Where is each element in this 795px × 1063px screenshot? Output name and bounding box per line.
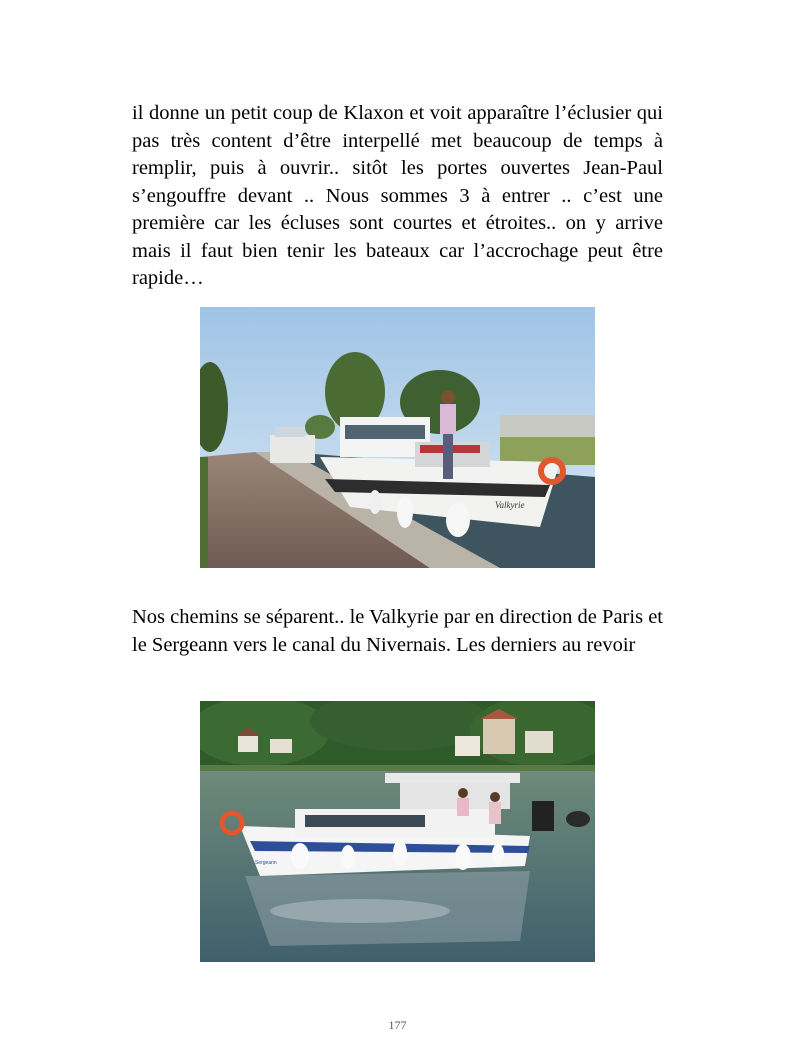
paragraph-farewell: Nos chemins se séparent.. le Valkyrie par en direction de Paris et le Sergeann vers le canal du Nivernais. Les derniers au revoir bbox=[132, 606, 663, 656]
hull-name-sergeann: Sergeann bbox=[255, 860, 277, 866]
hull-name-valkyrie: Valkyrie bbox=[495, 500, 525, 510]
page-number: 177 bbox=[388, 1018, 407, 1032]
paragraph-lock-entry: il donne un petit coup de Klaxon et voit apparaître l’éclusier qui pas très content d’être interpellé met beaucoup de temps à remplir, puis à ouvrir.. sitôt les portes ouvertes Jean-Paul s’engouffre devant .. Nous sommes 3 à entrer .. c’est une première car les écluses sont courtes et étroites.. on y arrive mais il faut bien tenir les bateaux car l’accrochage peut être rapide… bbox=[132, 102, 663, 289]
photo-boat-on-river bbox=[200, 701, 595, 962]
photo-boats-in-lock bbox=[200, 307, 595, 568]
